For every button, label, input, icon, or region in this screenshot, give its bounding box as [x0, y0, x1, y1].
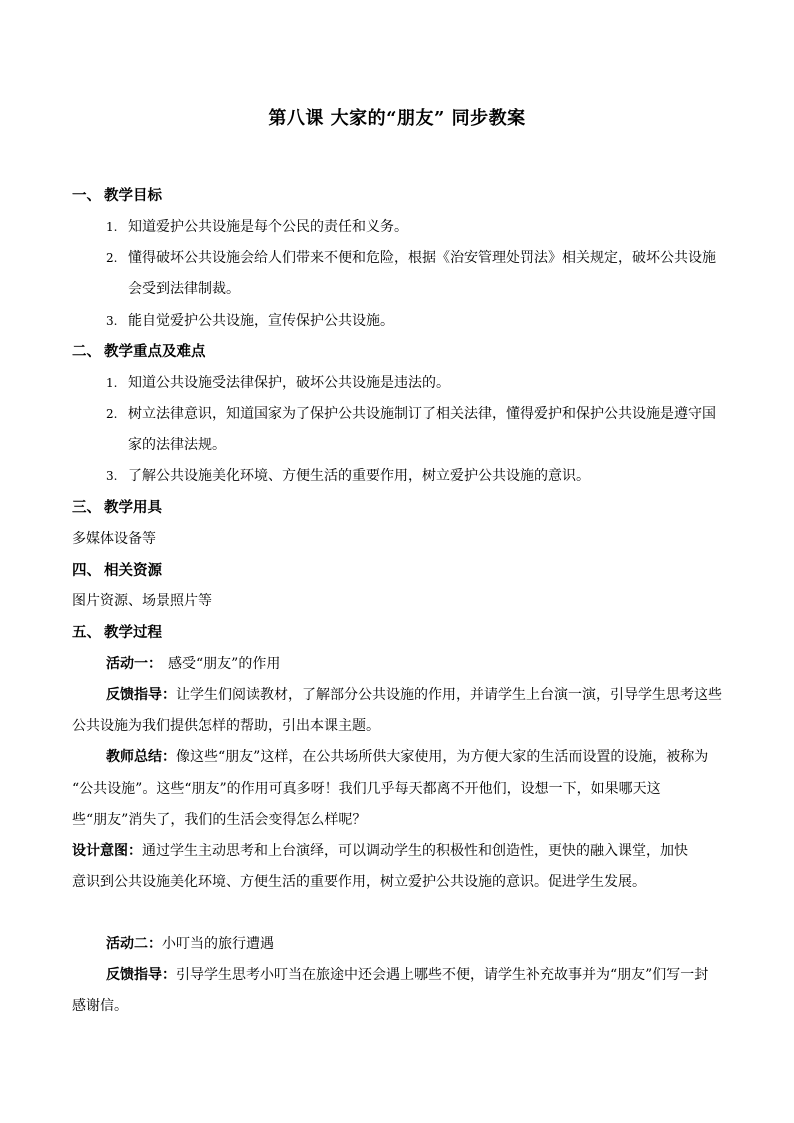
section-label: 教学重点及难点	[104, 343, 206, 360]
activity-2-title	[106, 933, 274, 953]
section-heading-objectives	[72, 184, 162, 205]
objective-item-2	[106, 247, 716, 267]
activity-label: 活动二：	[106, 936, 162, 952]
activity-2-feedback-continued: 感谢信。	[72, 998, 128, 1014]
section-number: 二、	[72, 343, 101, 360]
section-heading-keypoints	[72, 340, 206, 361]
item-number: 2.	[106, 407, 118, 421]
feedback-text: 让学生们阅读教材，了解部分公共设施的作用，并请学生上台演一演，引导学生思考这些	[176, 687, 722, 703]
activity-title-text: 小叮当的旅行遭遇	[162, 936, 274, 952]
objective-item-1	[106, 216, 408, 236]
design-text: 通过学生主动思考和上台演绎，可以调动学生的积极性和创造性，更快的融入课堂，加快	[142, 843, 688, 859]
keypoint-item-2-continued: 家的法律法规。	[128, 437, 226, 453]
section-label: 相关资源	[104, 562, 162, 579]
design-label: 设计意图：	[72, 843, 142, 859]
activity-title-text: 感受“朋友”的作用	[168, 656, 281, 672]
activity-1-design	[72, 840, 688, 860]
feedback-text: 引导学生思考小叮当在旅途中还会遇上哪些不便，请学生补充故事并为“朋友”们写一封	[176, 967, 709, 983]
summary-text: 像这些“朋友”这样，在公共场所供大家使用，为方便大家的生活而设置的设施，被称为	[176, 749, 709, 765]
section-label: 教学用具	[104, 499, 162, 516]
section-number: 四、	[72, 562, 101, 579]
activity-1-design-continued: 意识到公共设施美化环境、方便生活的重要作用，树立爱护公共设施的意识。促进学生发展。	[72, 874, 646, 890]
activity-2-feedback	[106, 964, 708, 984]
section-heading-process	[72, 621, 162, 642]
item-text: 知道爱护公共设施是每个公民的责任和义务。	[128, 219, 408, 235]
activity-label: 活动一：	[106, 656, 162, 672]
keypoint-item-3	[106, 465, 590, 485]
keypoint-item-1	[106, 372, 450, 392]
activity-1-feedback-continued: 公共设施为我们提供怎样的帮助，引出本课主题。	[72, 718, 380, 734]
activity-1-title	[106, 653, 280, 673]
item-number: 3.	[106, 314, 118, 328]
item-text: 能自觉爱护公共设施，宣传保护公共设施。	[128, 313, 394, 329]
section-number: 五、	[72, 624, 101, 641]
keypoint-item-2	[106, 403, 716, 423]
section-number: 三、	[72, 499, 101, 516]
resources-text: 图片资源、场景照片等	[72, 593, 212, 609]
item-number: 1.	[106, 376, 118, 390]
section-heading-tools	[72, 496, 162, 517]
item-number: 1.	[106, 220, 118, 234]
item-number: 3.	[106, 469, 118, 483]
objective-item-2-continued: 会受到法律制裁。	[128, 281, 240, 297]
item-text: 懂得破坏公共设施会给人们带来不便和危险，根据《治安管理处罚法》相关规定，破坏公共设施	[128, 250, 716, 266]
item-text: 了解公共设施美化环境、方便生活的重要作用，树立爱护公共设施的意识。	[128, 468, 590, 484]
tools-text: 多媒体设备等	[72, 531, 156, 547]
section-heading-resources	[72, 559, 162, 580]
objective-item-3	[106, 310, 394, 330]
activity-1-summary-line-2: “公共设施”。这些“朋友”的作用可真多呀！我们几乎每天都离不开他们，设想一下，如果哪天这	[72, 781, 661, 797]
section-number: 一、	[72, 187, 101, 204]
activity-1-summary-line-3: 些“朋友”消失了，我们的生活会变得怎么样呢？	[72, 812, 367, 828]
item-number: 2.	[106, 251, 118, 265]
section-label: 教学目标	[104, 187, 162, 204]
item-text: 知道公共设施受法律保护，破坏公共设施是违法的。	[128, 375, 450, 391]
summary-label: 教师总结：	[106, 749, 176, 765]
document-title: 第八课 大家的“朋友” 同步教案	[268, 108, 526, 129]
activity-1-summary	[106, 746, 708, 766]
activity-1-feedback	[106, 684, 722, 704]
feedback-label: 反馈指导：	[106, 687, 176, 703]
item-text: 树立法律意识，知道国家为了保护公共设施制订了相关法律，懂得爱护和保护公共设施是遵守国	[128, 406, 716, 422]
feedback-label: 反馈指导：	[106, 967, 176, 983]
section-label: 教学过程	[104, 624, 162, 641]
